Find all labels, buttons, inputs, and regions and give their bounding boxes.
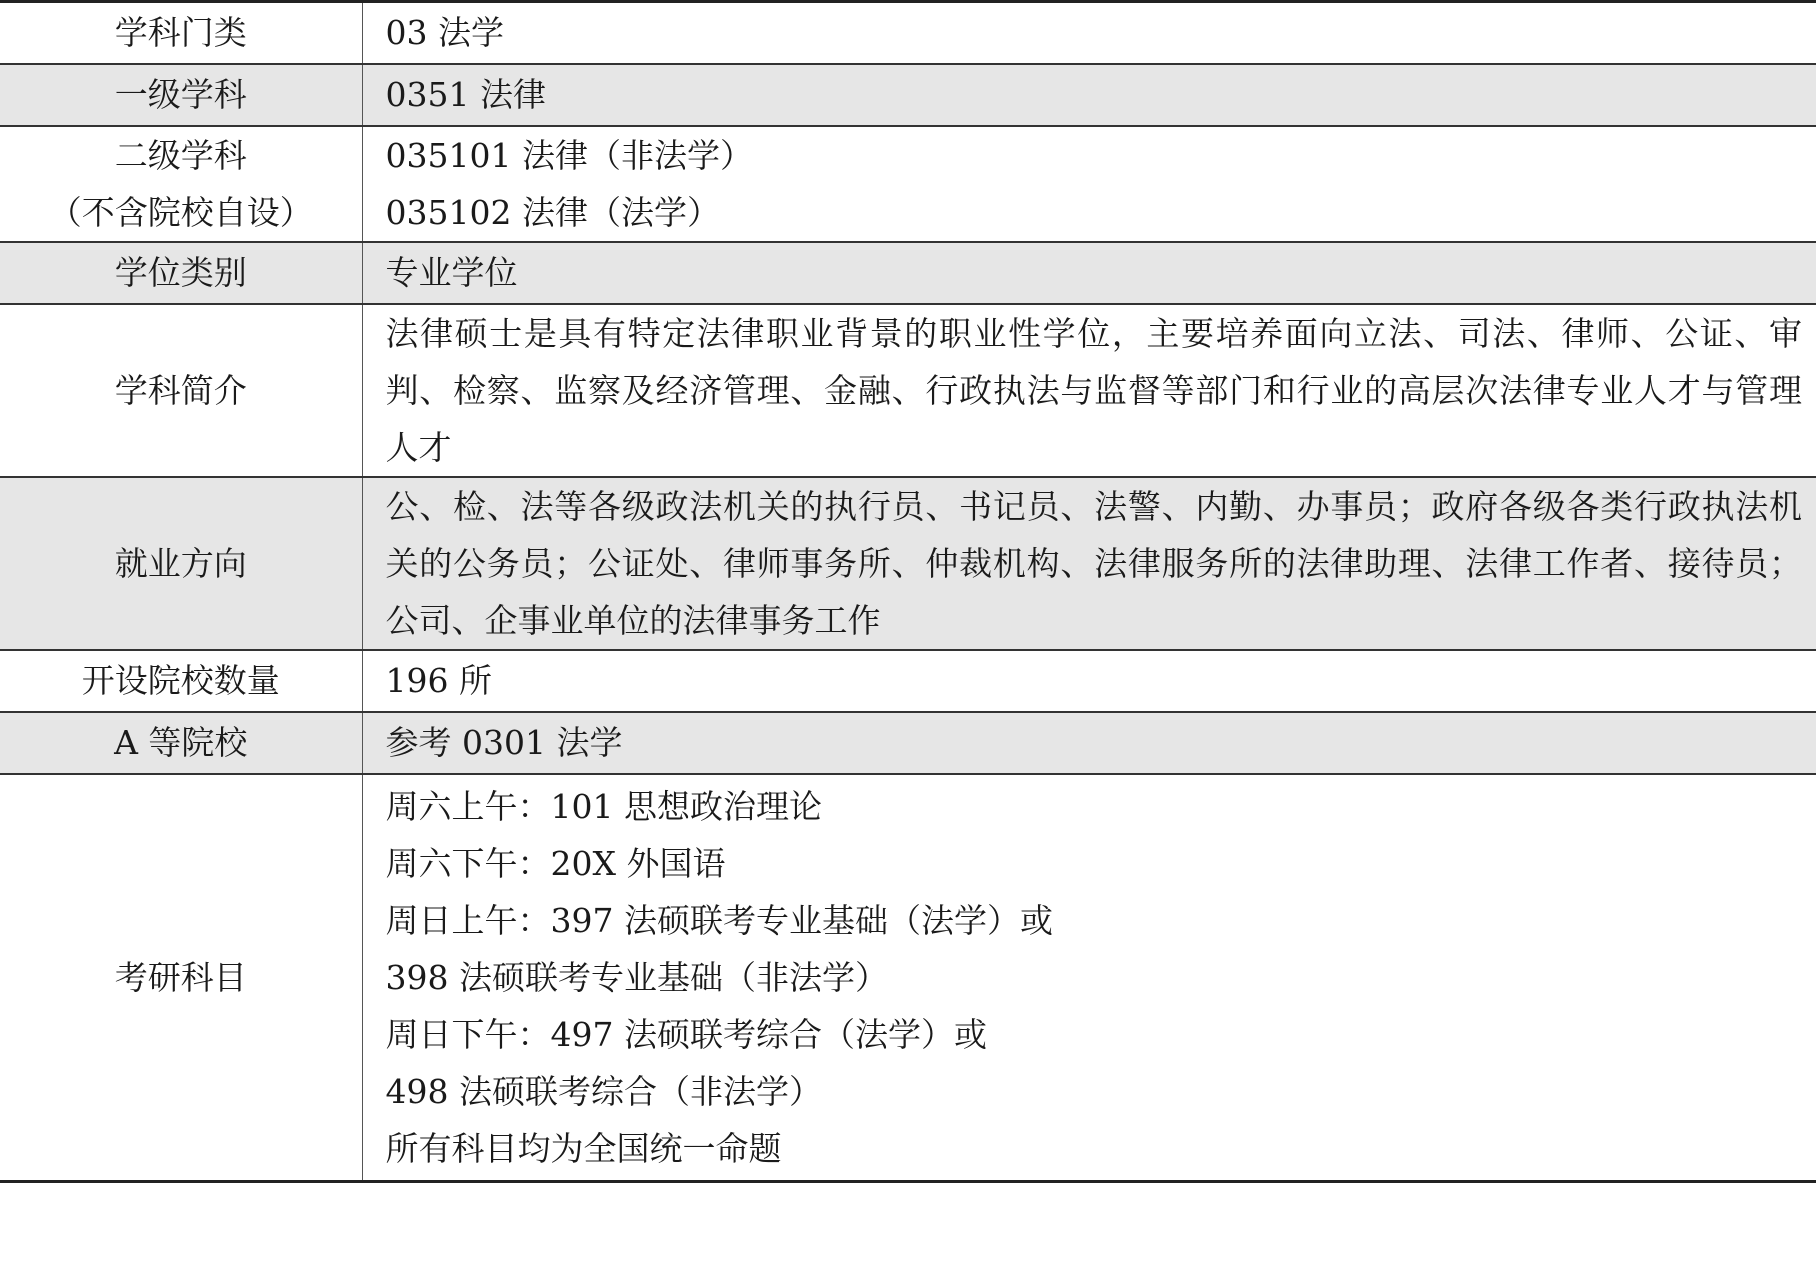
table-row xyxy=(0,650,1816,712)
table-row xyxy=(0,2,1816,64)
table-row xyxy=(0,126,1816,242)
value-line: 参考 0301 法学 xyxy=(385,723,623,762)
row-value-category xyxy=(362,2,1816,64)
row-label-exam-subjects xyxy=(0,774,362,1182)
exam-subject-line: 周六上午：101 思想政治理论 xyxy=(385,786,822,826)
table-row xyxy=(0,712,1816,774)
label-line: 学位类别 xyxy=(114,253,247,292)
row-label-degree-type xyxy=(0,242,362,304)
value-line: 0351 法律 xyxy=(385,75,546,114)
row-label-second-level xyxy=(0,126,362,242)
label-line: （不含院校自设） xyxy=(48,192,313,232)
value-paragraph: 公、检、法等各级政法机关的执行员、书记员、法警、内勤、办事员；政府各级各类行政执法机关的公务员；公证处、律师事务所、仲裁机构、法律服务所的法律助理、法律工作者、接待员；公司、企事业单位的法律事务工作 xyxy=(385,486,1802,640)
row-label-employment xyxy=(0,477,362,650)
row-label-category xyxy=(0,2,362,64)
row-label-introduction xyxy=(0,304,362,477)
value-line: 196 所 xyxy=(385,661,492,700)
row-value-school-count xyxy=(362,650,1816,712)
exam-subject-line: 周日上午：397 法硕联考专业基础（法学）或 xyxy=(385,900,1053,940)
row-value-a-rank-schools xyxy=(362,712,1816,774)
label-line: 一级学科 xyxy=(114,75,247,114)
label-line: A 等院校 xyxy=(114,723,248,762)
label-line: 学科简介 xyxy=(114,370,247,410)
exam-subject-line: 周六下午：20X 外国语 xyxy=(385,843,726,883)
exam-subject-line: 398 法硕联考专业基础（非法学） xyxy=(385,957,888,997)
row-value-first-level xyxy=(362,64,1816,126)
table-row xyxy=(0,242,1816,304)
value-line: 035102 法律（法学） xyxy=(385,192,720,232)
row-value-introduction xyxy=(362,304,1816,477)
exam-subject-line: 498 法硕联考综合（非法学） xyxy=(385,1071,822,1111)
value-line: 03 法学 xyxy=(385,13,504,53)
value-paragraph: 法律硕士是具有特定法律职业背景的职业性学位，主要培养面向立法、司法、律师、公证、审判、检察、监察及经济管理、金融、行政执法与监督等部门和行业的高层次法律专业人才与管理人才 xyxy=(385,313,1802,467)
table-row xyxy=(0,774,1816,1182)
row-value-degree-type xyxy=(362,242,1816,304)
table-row xyxy=(0,304,1816,477)
label-line: 二级学科 xyxy=(114,135,247,175)
row-label-first-level xyxy=(0,64,362,126)
row-value-employment xyxy=(362,477,1816,650)
row-label-school-count xyxy=(0,650,362,712)
value-line: 035101 法律（非法学） xyxy=(385,135,753,175)
label-line: 就业方向 xyxy=(114,543,247,583)
value-line: 专业学位 xyxy=(385,253,518,292)
exam-subject-line: 所有科目均为全国统一命题 xyxy=(385,1128,782,1168)
row-value-exam-subjects xyxy=(362,774,1816,1182)
row-value-second-level xyxy=(362,126,1816,242)
label-line: 开设院校数量 xyxy=(81,661,280,700)
table-row xyxy=(0,477,1816,650)
label-line: 考研科目 xyxy=(114,957,247,997)
row-label-a-rank-schools xyxy=(0,712,362,774)
table-row xyxy=(0,64,1816,126)
exam-subject-line: 周日下午：497 法硕联考综合（法学）或 xyxy=(385,1014,987,1054)
label-line: 学科门类 xyxy=(114,13,247,53)
